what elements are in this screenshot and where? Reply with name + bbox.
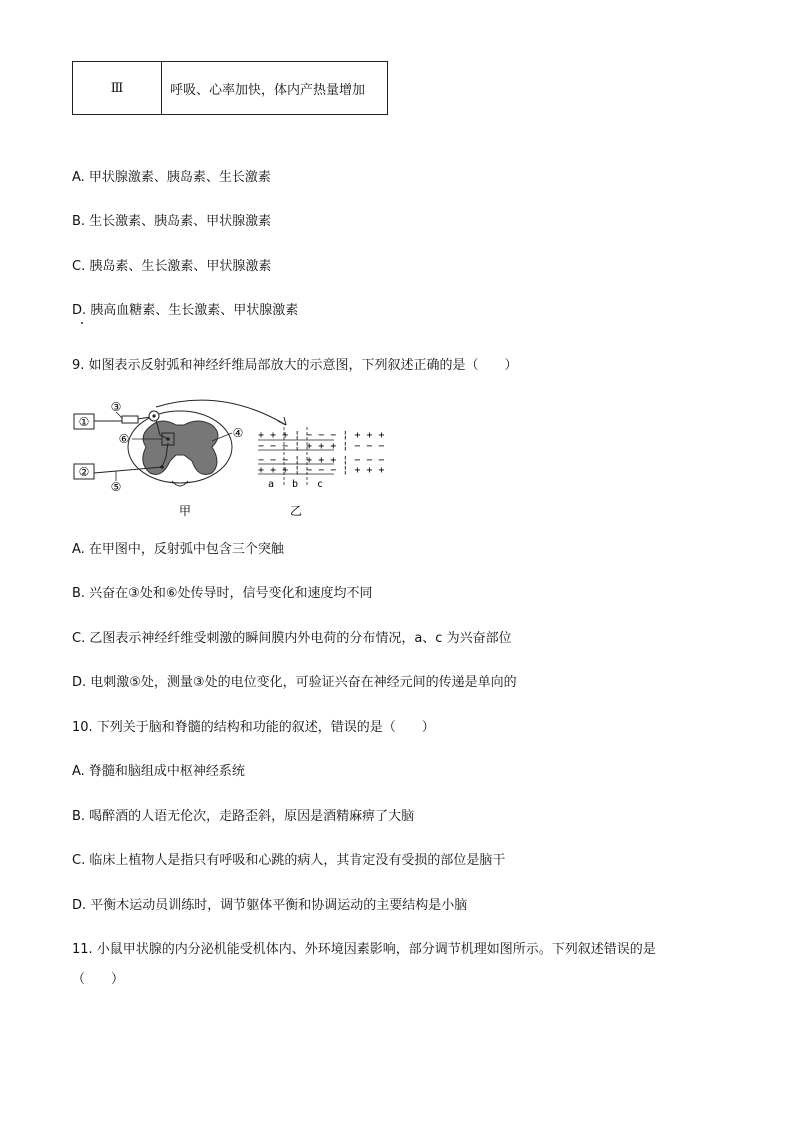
table-row-text: 呼吸、心率加快，体内产热量增加 xyxy=(170,82,366,98)
label-4: ④ xyxy=(232,426,244,440)
q10-option-b: B. 喝醉酒的人语无伦次，走路歪斜，原因是酒精麻痹了大脑 xyxy=(72,809,415,824)
q9-option-c: C. 乙图表示神经纤维受刺激的瞬间膜内外电荷的分布情况，a、c 为兴奋部位 xyxy=(72,631,512,646)
q10-option-d: D. 平衡木运动员训练时，调节躯体平衡和协调运动的主要结构是小脑 xyxy=(72,898,468,913)
label-3: ③ xyxy=(110,400,122,414)
q9-option-d: D. 电刺激⑤处，测量③处的电位变化，可验证兴奋在神经元间的传递是单向的 xyxy=(72,675,517,690)
q9-stem: 9. 如图表示反射弧和神经纤维局部放大的示意图，下列叙述正确的是（ ） xyxy=(72,358,518,373)
q10-option-a: A. 脊髓和脑组成中枢神经系统 xyxy=(72,764,245,779)
label-5: ⑤ xyxy=(110,480,122,494)
q8-option-a: A. 甲状腺激素、胰岛素、生长激素 xyxy=(72,170,271,185)
q8-option-b: B. 生长激素、胰岛素、甲状腺激素 xyxy=(72,214,272,229)
charge-row-3: − − − ¦ + + + ¦ − − − xyxy=(258,455,385,466)
segment-a: a xyxy=(267,479,275,490)
segment-c: c xyxy=(316,479,324,490)
segment-b: b xyxy=(291,479,299,490)
q10-option-c: C. 临床上植物人是指只有呼吸和心跳的病人，其肯定没有受损的部位是脑干 xyxy=(72,853,506,868)
q9-option-a: A. 在甲图中，反射弧中包含三个突触 xyxy=(72,542,284,557)
caption-jia: 甲 xyxy=(178,504,192,518)
q10-stem: 10. 下列关于脑和脊髓的结构和功能的叙述，错误的是（ ） xyxy=(72,720,435,735)
label-2: ② xyxy=(78,465,90,479)
q8-option-c: C. 胰岛素、生长激素、甲状腺激素 xyxy=(72,259,272,274)
q8-option-d: D. 胰高血糖素、生长激素、甲状腺激素 xyxy=(72,303,299,318)
label-6: ⑥ xyxy=(118,432,130,446)
q9-option-b: B. 兴奋在③处和⑥处传导时，信号变化和速度均不同 xyxy=(72,586,373,601)
q11-stem-line2: （ ） xyxy=(72,972,125,987)
label-1: ① xyxy=(78,415,90,429)
figure-jia xyxy=(74,400,243,518)
figure-yi xyxy=(258,427,384,518)
stray-dot xyxy=(81,322,83,324)
table-row-label: Ⅲ xyxy=(73,62,162,114)
charge-row-1: + + + ¦ − − − ¦ + + + xyxy=(258,430,385,441)
reflex-arc-figure xyxy=(72,395,385,520)
charge-row-4: + + + ¦ − − − ¦ + + + xyxy=(258,465,385,476)
caption-yi: 乙 xyxy=(289,504,303,518)
hormone-table-row xyxy=(72,61,388,115)
q11-stem-line1: 11. 小鼠甲状腺的内分泌机能受机体内、外环境因素影响，部分调节机理如图所示。下列叙述错误的是 xyxy=(72,942,656,957)
charge-row-2: − − − ¦ + + + ¦ − − − xyxy=(258,441,385,452)
